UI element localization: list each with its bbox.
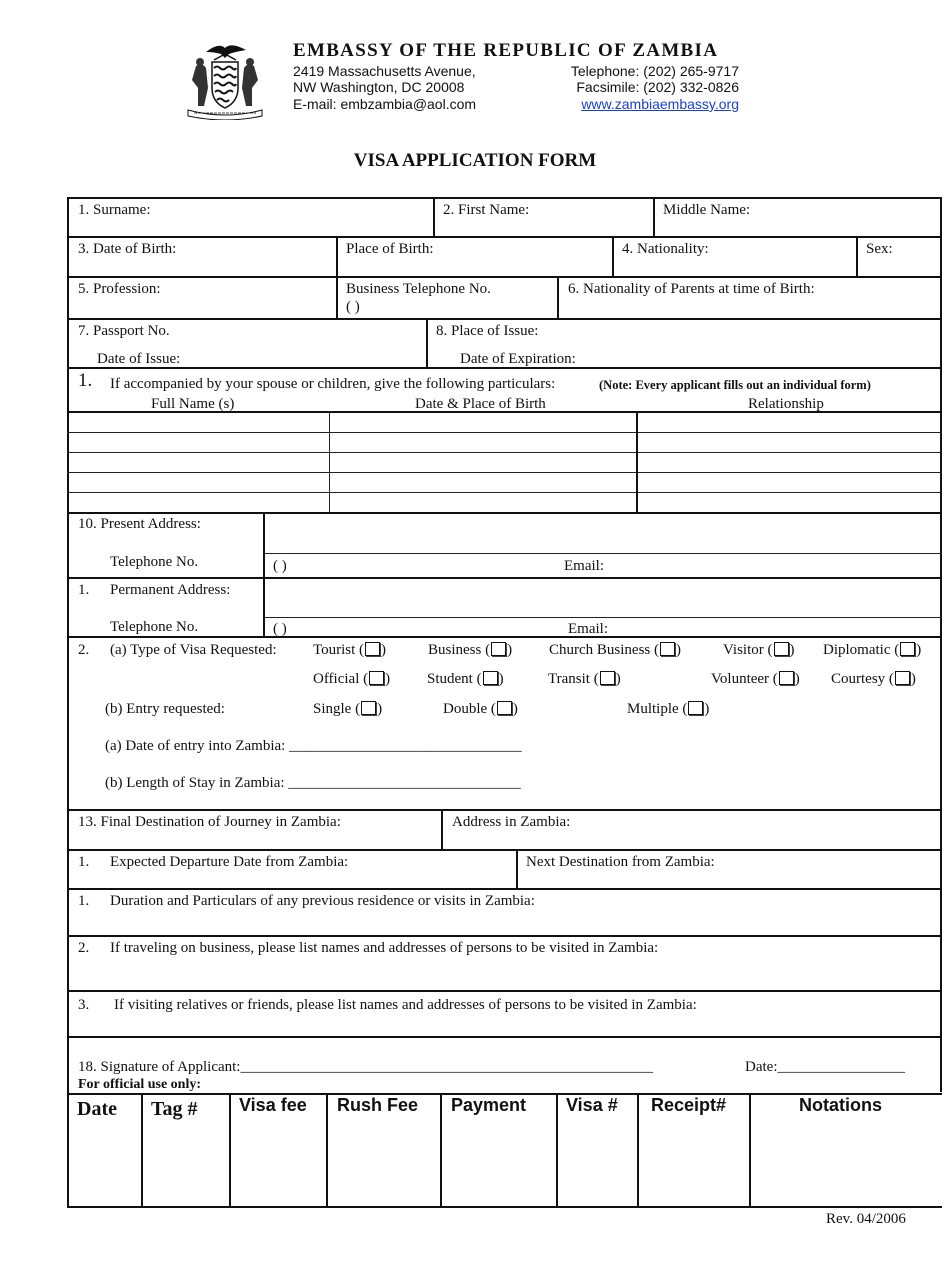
visa-option-student[interactable]: Student ( ) bbox=[427, 671, 504, 687]
visa-option-business[interactable]: Business ( ) bbox=[428, 642, 513, 658]
checkbox-icon[interactable] bbox=[688, 701, 703, 715]
embassy-website-link[interactable]: www.zambiaembassy.org bbox=[581, 96, 739, 112]
official-col-payment: Payment bbox=[451, 1095, 527, 1115]
entry-option-double[interactable]: Double ( ) bbox=[443, 701, 518, 717]
embassy-telephone: Telephone: (202) 265-9717 bbox=[570, 63, 739, 79]
date-of-entry-field[interactable]: (a) Date of entry into Zambia: _______________________________ bbox=[105, 738, 522, 754]
visa-option-visitor[interactable]: Visitor ( ) bbox=[723, 642, 795, 658]
address-in-zambia-label: Address in Zambia: bbox=[452, 814, 571, 830]
visa-option-official[interactable]: Official ( ) bbox=[313, 671, 391, 687]
present-telephone-area-code: ( ) bbox=[273, 558, 287, 574]
checkbox-icon[interactable] bbox=[491, 642, 506, 656]
present-address-label: 10. Present Address: bbox=[78, 516, 201, 532]
checkbox-icon[interactable] bbox=[774, 642, 789, 656]
visa-option-courtesy[interactable]: Courtesy ( ) bbox=[831, 671, 916, 687]
official-col-notations: Notations bbox=[799, 1095, 882, 1115]
surname-label: 1. Surname: bbox=[78, 202, 151, 218]
visa-option-transit[interactable]: Transit ( ) bbox=[548, 671, 621, 687]
column-relationship: Relationship bbox=[748, 396, 824, 412]
official-col-rush-fee: Rush Fee bbox=[337, 1095, 419, 1115]
official-col-receipt: Receipt# bbox=[651, 1095, 727, 1115]
place-of-issue-label: 8. Place of Issue: bbox=[436, 323, 539, 339]
business-telephone-area-code: ( ) bbox=[346, 299, 360, 315]
revision-label: Rev. 04/2006 bbox=[826, 1211, 906, 1227]
business-telephone-label: Business Telephone No. bbox=[346, 281, 491, 297]
business-number: 2. bbox=[78, 940, 90, 956]
embassy-email: E-mail: embzambia@aol.com bbox=[293, 96, 477, 112]
previous-residence-label: Duration and Particulars of any previous residence or visits in Zambia: bbox=[110, 893, 535, 909]
checkbox-icon[interactable] bbox=[483, 671, 498, 685]
relatives-persons-label: If visiting relatives or friends, please list names and addresses of persons to be visited in Zambia: bbox=[114, 997, 697, 1013]
checkbox-icon[interactable] bbox=[779, 671, 794, 685]
checkbox-icon[interactable] bbox=[660, 642, 675, 656]
entry-option-single[interactable]: Single ( ) bbox=[313, 701, 383, 717]
entry-option-multiple[interactable]: Multiple ( ) bbox=[627, 701, 710, 717]
checkbox-icon[interactable] bbox=[895, 671, 910, 685]
departure-date-label: Expected Departure Date from Zambia: bbox=[110, 854, 349, 870]
next-destination-label: Next Destination from Zambia: bbox=[526, 854, 715, 870]
parents-nationality-label: 6. Nationality of Parents at time of Birth: bbox=[568, 281, 815, 297]
date-of-expiration-label: Date of Expiration: bbox=[460, 351, 576, 367]
visa-section-number: 2. bbox=[78, 642, 90, 658]
date-of-birth-label: 3. Date of Birth: bbox=[78, 241, 177, 257]
column-full-name: Full Name (s) bbox=[151, 396, 235, 412]
business-persons-label: If traveling on business, please list names and addresses of persons to be visited in Zambia: bbox=[110, 940, 659, 956]
present-email-label: Email: bbox=[564, 558, 604, 574]
checkbox-icon[interactable] bbox=[497, 701, 512, 715]
nationality-label: 4. Nationality: bbox=[622, 241, 709, 257]
permanent-email-label: Email: bbox=[568, 621, 608, 637]
official-col-tag: Tag # bbox=[151, 1098, 198, 1120]
embassy-name: EMBASSY OF THE REPUBLIC OF ZAMBIA bbox=[293, 40, 719, 61]
embassy-facsimile: Facsimile: (202) 332-0826 bbox=[576, 79, 739, 95]
date-of-issue-label: Date of Issue: bbox=[97, 351, 181, 367]
official-use-label: For official use only: bbox=[78, 1077, 202, 1092]
visa-option-diplomatic[interactable]: Diplomatic ( ) bbox=[823, 642, 922, 658]
permanent-number: 1. bbox=[78, 582, 90, 598]
visa-type-label: (a) Type of Visa Requested: bbox=[110, 642, 277, 658]
place-of-birth-label: Place of Birth: bbox=[346, 241, 434, 257]
first-name-label: 2. First Name: bbox=[443, 202, 530, 218]
permanent-address-label: Permanent Address: bbox=[110, 582, 231, 598]
present-telephone-label: Telephone No. bbox=[110, 554, 199, 570]
duration-number: 1. bbox=[78, 893, 90, 909]
middle-name-label: Middle Name: bbox=[663, 202, 751, 218]
address-line-1: 2419 Massachusetts Avenue, bbox=[293, 63, 476, 79]
form-title: VISA APPLICATION FORM bbox=[353, 150, 597, 171]
official-col-date: Date bbox=[77, 1098, 117, 1120]
official-col-visa-fee: Visa fee bbox=[239, 1095, 307, 1115]
checkbox-icon[interactable] bbox=[365, 642, 380, 656]
visa-option-tourist[interactable]: Tourist ( ) bbox=[313, 642, 387, 658]
final-destination-label: 13. Final Destination of Journey in Zambia: bbox=[78, 814, 341, 830]
accompanied-instructions: If accompanied by your spouse or children, give the following particulars: bbox=[110, 376, 556, 392]
sex-label: Sex: bbox=[866, 241, 893, 257]
relatives-number: 3. bbox=[78, 997, 90, 1013]
entry-requested-label: (b) Entry requested: bbox=[105, 701, 225, 717]
official-col-visa-number: Visa # bbox=[566, 1095, 618, 1115]
length-of-stay-field[interactable]: (b) Length of Stay in Zambia: _______________________________ bbox=[105, 775, 521, 791]
checkbox-icon[interactable] bbox=[900, 642, 915, 656]
permanent-telephone-area-code: ( ) bbox=[273, 621, 287, 637]
passport-number-label: 7. Passport No. bbox=[78, 323, 170, 339]
departure-number: 1. bbox=[78, 854, 90, 870]
checkbox-icon[interactable] bbox=[600, 671, 615, 685]
checkbox-icon[interactable] bbox=[361, 701, 376, 715]
coat-of-arms-logo bbox=[184, 40, 266, 120]
accompanied-number: 1. bbox=[78, 370, 93, 391]
visa-option-church-business[interactable]: Church Business ( ) bbox=[549, 642, 681, 658]
signature-field[interactable]: 18. Signature of Applicant:_______________________________________________________ bbox=[78, 1059, 653, 1075]
permanent-telephone-label: Telephone No. bbox=[110, 619, 199, 635]
column-date-place-birth: Date & Place of Birth bbox=[415, 396, 546, 412]
accompanied-note: (Note: Every applicant fills out an individual form) bbox=[599, 378, 871, 392]
profession-label: 5. Profession: bbox=[78, 281, 161, 297]
signature-date-field[interactable]: Date:_________________ bbox=[745, 1059, 905, 1075]
address-line-2: NW Washington, DC 20008 bbox=[293, 79, 465, 95]
visa-option-volunteer[interactable]: Volunteer ( ) bbox=[711, 671, 800, 687]
checkbox-icon[interactable] bbox=[369, 671, 384, 685]
